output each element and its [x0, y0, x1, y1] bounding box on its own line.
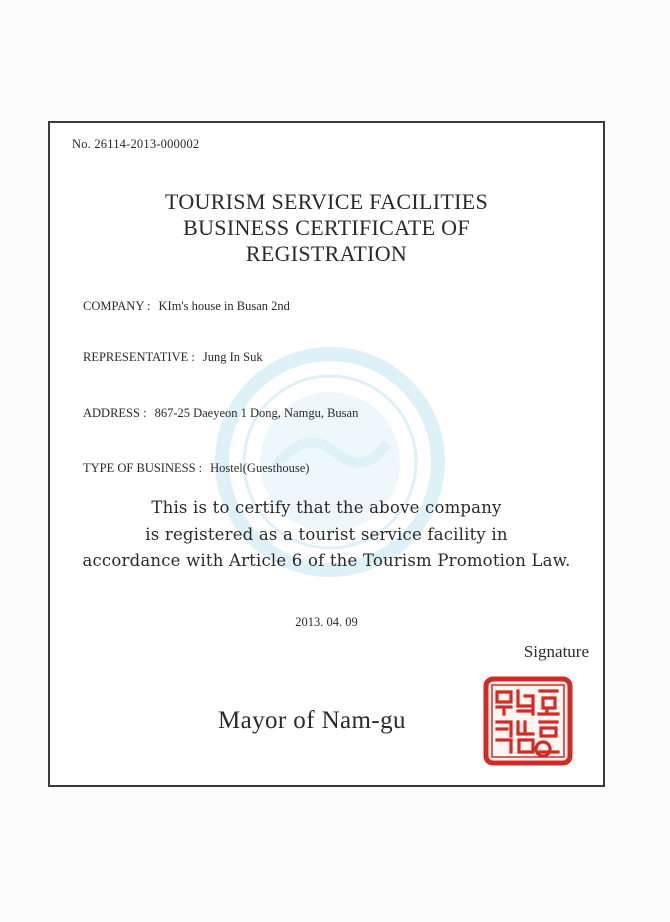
title-line: TOURISM SERVICE FACILITIES	[164, 189, 489, 214]
statement-line: This is to certify that the above company	[151, 498, 502, 517]
company-label: COMPANY :	[83, 299, 151, 313]
certification-statement	[50, 495, 603, 575]
official-seal-icon	[483, 676, 573, 766]
address-field	[83, 406, 358, 421]
representative-value: Jung In Suk	[202, 350, 263, 364]
title-line: BUSINESS CERTIFICATE OF	[183, 215, 470, 240]
company-value: KIm's house in Busan 2nd	[158, 299, 290, 313]
representative-field	[83, 350, 263, 365]
address-value: 867-25 Daeyeon 1 Dong, Namgu, Busan	[154, 406, 359, 420]
certificate-frame	[48, 121, 605, 787]
company-field	[83, 299, 290, 314]
certificate-number: No. 26114-2013-000002	[72, 137, 200, 151]
type-of-business-value: Hostel(Guesthouse)	[210, 461, 310, 475]
type-of-business-label: TYPE OF BUSINESS :	[83, 461, 203, 475]
representative-label: REPRESENTATIVE :	[83, 350, 195, 364]
statement-line: accordance with Article 6 of the Tourism Promotion Law.	[82, 551, 571, 570]
certificate-title	[50, 189, 603, 267]
address-label: ADDRESS :	[83, 406, 147, 420]
title-line: REGISTRATION	[245, 241, 408, 266]
issuer-title: Mayor of Nam-gu	[218, 707, 406, 734]
type-of-business-field	[83, 461, 309, 476]
issue-date: 2013. 04. 09	[295, 615, 358, 629]
statement-line: is registered as a tourist service facility in	[145, 524, 508, 544]
signature-label: Signature	[523, 642, 589, 661]
